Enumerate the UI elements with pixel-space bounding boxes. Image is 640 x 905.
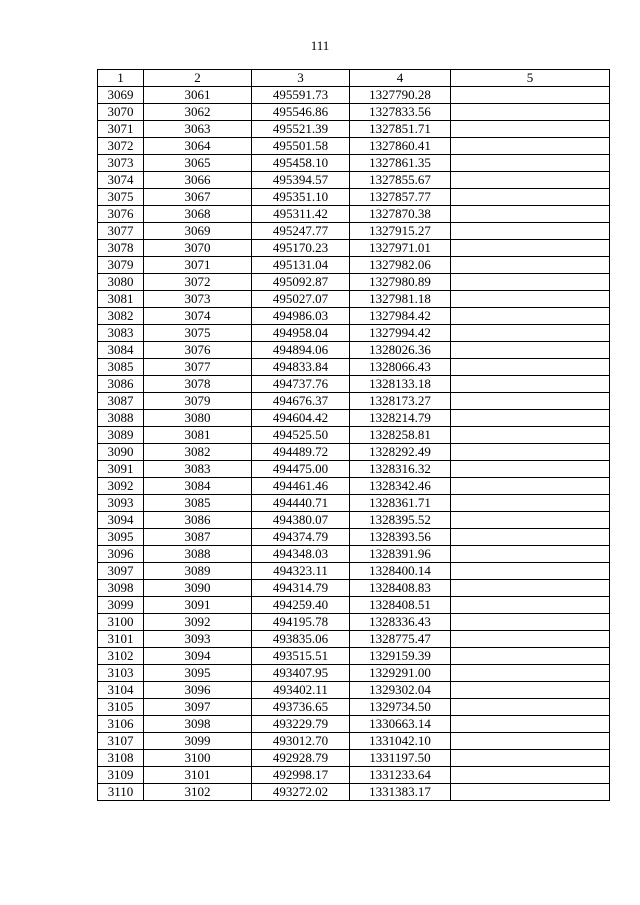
table-row	[98, 784, 610, 801]
ref-number-cell: 3101	[144, 767, 252, 784]
ref-number-cell: 3096	[144, 682, 252, 699]
y-coordinate-cell: 1329734.50	[350, 699, 451, 716]
ref-number-cell: 3087	[144, 529, 252, 546]
y-coordinate-cell: 1327860.41	[350, 138, 451, 155]
point-number-cell: 3072	[98, 138, 144, 155]
x-coordinate-cell: 494894.06	[252, 342, 350, 359]
note-cell	[451, 274, 610, 291]
point-number-cell: 3085	[98, 359, 144, 376]
table-header-row	[98, 70, 610, 87]
note-cell	[451, 172, 610, 189]
y-coordinate-cell: 1328336.43	[350, 614, 451, 631]
column-header-1: 1	[98, 70, 144, 87]
x-coordinate-cell: 494525.50	[252, 427, 350, 444]
point-number-cell: 3095	[98, 529, 144, 546]
note-cell	[451, 784, 610, 801]
point-number-cell: 3078	[98, 240, 144, 257]
ref-number-cell: 3094	[144, 648, 252, 665]
ref-number-cell: 3091	[144, 597, 252, 614]
note-cell	[451, 631, 610, 648]
table-row	[98, 189, 610, 206]
table-row	[98, 716, 610, 733]
point-number-cell: 3082	[98, 308, 144, 325]
note-cell	[451, 512, 610, 529]
point-number-cell: 3101	[98, 631, 144, 648]
x-coordinate-cell: 495092.87	[252, 274, 350, 291]
x-coordinate-cell: 494676.37	[252, 393, 350, 410]
note-cell	[451, 427, 610, 444]
column-header-3: 3	[252, 70, 350, 87]
ref-number-cell: 3085	[144, 495, 252, 512]
x-coordinate-cell: 495131.04	[252, 257, 350, 274]
ref-number-cell: 3065	[144, 155, 252, 172]
ref-number-cell: 3061	[144, 87, 252, 104]
table-row	[98, 750, 610, 767]
ref-number-cell: 3071	[144, 257, 252, 274]
y-coordinate-cell: 1328133.18	[350, 376, 451, 393]
table-row	[98, 682, 610, 699]
point-number-cell: 3086	[98, 376, 144, 393]
note-cell	[451, 104, 610, 121]
y-coordinate-cell: 1327857.77	[350, 189, 451, 206]
y-coordinate-cell: 1329291.00	[350, 665, 451, 682]
note-cell	[451, 342, 610, 359]
table-row	[98, 393, 610, 410]
ref-number-cell: 3090	[144, 580, 252, 597]
y-coordinate-cell: 1327790.28	[350, 87, 451, 104]
note-cell	[451, 376, 610, 393]
note-cell	[451, 291, 610, 308]
x-coordinate-cell: 494314.79	[252, 580, 350, 597]
point-number-cell: 3097	[98, 563, 144, 580]
table-row	[98, 733, 610, 750]
point-number-cell: 3108	[98, 750, 144, 767]
ref-number-cell: 3099	[144, 733, 252, 750]
ref-number-cell: 3076	[144, 342, 252, 359]
x-coordinate-cell: 494833.84	[252, 359, 350, 376]
y-coordinate-cell: 1327980.89	[350, 274, 451, 291]
y-coordinate-cell: 1328775.47	[350, 631, 451, 648]
point-number-cell: 3106	[98, 716, 144, 733]
y-coordinate-cell: 1328391.96	[350, 546, 451, 563]
table-row	[98, 138, 610, 155]
note-cell	[451, 563, 610, 580]
ref-number-cell: 3092	[144, 614, 252, 631]
y-coordinate-cell: 1328214.79	[350, 410, 451, 427]
ref-number-cell: 3064	[144, 138, 252, 155]
column-header-4: 4	[350, 70, 451, 87]
note-cell	[451, 699, 610, 716]
ref-number-cell: 3063	[144, 121, 252, 138]
note-cell	[451, 87, 610, 104]
ref-number-cell: 3083	[144, 461, 252, 478]
x-coordinate-cell: 494737.76	[252, 376, 350, 393]
y-coordinate-cell: 1327861.35	[350, 155, 451, 172]
ref-number-cell: 3082	[144, 444, 252, 461]
point-number-cell: 3102	[98, 648, 144, 665]
y-coordinate-cell: 1327851.71	[350, 121, 451, 138]
point-number-cell: 3107	[98, 733, 144, 750]
table-row	[98, 699, 610, 716]
note-cell	[451, 461, 610, 478]
note-cell	[451, 189, 610, 206]
point-number-cell: 3070	[98, 104, 144, 121]
x-coordinate-cell: 495521.39	[252, 121, 350, 138]
column-header-5: 5	[451, 70, 610, 87]
point-number-cell: 3096	[98, 546, 144, 563]
x-coordinate-cell: 495394.57	[252, 172, 350, 189]
y-coordinate-cell: 1327994.42	[350, 325, 451, 342]
point-number-cell: 3080	[98, 274, 144, 291]
table-body	[98, 87, 610, 801]
table-row	[98, 274, 610, 291]
point-number-cell: 3075	[98, 189, 144, 206]
note-cell	[451, 223, 610, 240]
table-row	[98, 376, 610, 393]
ref-number-cell: 3084	[144, 478, 252, 495]
note-cell	[451, 682, 610, 699]
point-number-cell: 3071	[98, 121, 144, 138]
x-coordinate-cell: 494259.40	[252, 597, 350, 614]
y-coordinate-cell: 1327982.06	[350, 257, 451, 274]
table-row	[98, 257, 610, 274]
coordinates-table	[97, 69, 610, 801]
ref-number-cell: 3070	[144, 240, 252, 257]
point-number-cell: 3079	[98, 257, 144, 274]
table-row	[98, 342, 610, 359]
ref-number-cell: 3095	[144, 665, 252, 682]
x-coordinate-cell: 495458.10	[252, 155, 350, 172]
note-cell	[451, 325, 610, 342]
table-row	[98, 155, 610, 172]
point-number-cell: 3099	[98, 597, 144, 614]
point-number-cell: 3109	[98, 767, 144, 784]
ref-number-cell: 3068	[144, 206, 252, 223]
note-cell	[451, 716, 610, 733]
note-cell	[451, 478, 610, 495]
ref-number-cell: 3073	[144, 291, 252, 308]
point-number-cell: 3076	[98, 206, 144, 223]
y-coordinate-cell: 1331233.64	[350, 767, 451, 784]
table-row	[98, 87, 610, 104]
point-number-cell: 3083	[98, 325, 144, 342]
point-number-cell: 3088	[98, 410, 144, 427]
x-coordinate-cell: 493736.65	[252, 699, 350, 716]
y-coordinate-cell: 1331197.50	[350, 750, 451, 767]
table-row	[98, 240, 610, 257]
y-coordinate-cell: 1328408.83	[350, 580, 451, 597]
table-row	[98, 104, 610, 121]
point-number-cell: 3090	[98, 444, 144, 461]
note-cell	[451, 580, 610, 597]
table-row	[98, 444, 610, 461]
x-coordinate-cell: 495311.42	[252, 206, 350, 223]
ref-number-cell: 3086	[144, 512, 252, 529]
point-number-cell: 3091	[98, 461, 144, 478]
point-number-cell: 3103	[98, 665, 144, 682]
note-cell	[451, 393, 610, 410]
table-row	[98, 580, 610, 597]
note-cell	[451, 597, 610, 614]
table-row	[98, 461, 610, 478]
y-coordinate-cell: 1328361.71	[350, 495, 451, 512]
note-cell	[451, 257, 610, 274]
x-coordinate-cell: 495170.23	[252, 240, 350, 257]
note-cell	[451, 138, 610, 155]
point-number-cell: 3077	[98, 223, 144, 240]
table-row	[98, 546, 610, 563]
table-row	[98, 223, 610, 240]
y-coordinate-cell: 1327855.67	[350, 172, 451, 189]
note-cell	[451, 767, 610, 784]
point-number-cell: 3100	[98, 614, 144, 631]
table-row	[98, 410, 610, 427]
note-cell	[451, 648, 610, 665]
ref-number-cell: 3077	[144, 359, 252, 376]
point-number-cell: 3074	[98, 172, 144, 189]
x-coordinate-cell: 494461.46	[252, 478, 350, 495]
y-coordinate-cell: 1328400.14	[350, 563, 451, 580]
table-row	[98, 359, 610, 376]
ref-number-cell: 3062	[144, 104, 252, 121]
table-row	[98, 631, 610, 648]
y-coordinate-cell: 1328342.46	[350, 478, 451, 495]
point-number-cell: 3093	[98, 495, 144, 512]
y-coordinate-cell: 1327984.42	[350, 308, 451, 325]
note-cell	[451, 155, 610, 172]
y-coordinate-cell: 1328173.27	[350, 393, 451, 410]
ref-number-cell: 3097	[144, 699, 252, 716]
y-coordinate-cell: 1329302.04	[350, 682, 451, 699]
x-coordinate-cell: 493407.95	[252, 665, 350, 682]
note-cell	[451, 359, 610, 376]
note-cell	[451, 206, 610, 223]
y-coordinate-cell: 1328258.81	[350, 427, 451, 444]
point-number-cell: 3092	[98, 478, 144, 495]
y-coordinate-cell: 1328292.49	[350, 444, 451, 461]
ref-number-cell: 3102	[144, 784, 252, 801]
y-coordinate-cell: 1327915.27	[350, 223, 451, 240]
table-row	[98, 478, 610, 495]
point-number-cell: 3081	[98, 291, 144, 308]
point-number-cell: 3098	[98, 580, 144, 597]
point-number-cell: 3105	[98, 699, 144, 716]
y-coordinate-cell: 1327870.38	[350, 206, 451, 223]
x-coordinate-cell: 494195.78	[252, 614, 350, 631]
point-number-cell: 3110	[98, 784, 144, 801]
point-number-cell: 3069	[98, 87, 144, 104]
ref-number-cell: 3089	[144, 563, 252, 580]
ref-number-cell: 3075	[144, 325, 252, 342]
ref-number-cell: 3078	[144, 376, 252, 393]
ref-number-cell: 3080	[144, 410, 252, 427]
note-cell	[451, 308, 610, 325]
x-coordinate-cell: 494475.00	[252, 461, 350, 478]
y-coordinate-cell: 1331042.10	[350, 733, 451, 750]
table-row	[98, 206, 610, 223]
note-cell	[451, 614, 610, 631]
x-coordinate-cell: 494958.04	[252, 325, 350, 342]
table-row	[98, 325, 610, 342]
table-row	[98, 172, 610, 189]
y-coordinate-cell: 1328395.52	[350, 512, 451, 529]
note-cell	[451, 240, 610, 257]
ref-number-cell: 3066	[144, 172, 252, 189]
y-coordinate-cell: 1328316.32	[350, 461, 451, 478]
y-coordinate-cell: 1328408.51	[350, 597, 451, 614]
column-header-2: 2	[144, 70, 252, 87]
table-row	[98, 529, 610, 546]
x-coordinate-cell: 493835.06	[252, 631, 350, 648]
note-cell	[451, 410, 610, 427]
y-coordinate-cell: 1331383.17	[350, 784, 451, 801]
table-row	[98, 495, 610, 512]
table-row	[98, 597, 610, 614]
ref-number-cell: 3093	[144, 631, 252, 648]
table-row	[98, 427, 610, 444]
x-coordinate-cell: 492998.17	[252, 767, 350, 784]
point-number-cell: 3094	[98, 512, 144, 529]
x-coordinate-cell: 495351.10	[252, 189, 350, 206]
table-row	[98, 563, 610, 580]
x-coordinate-cell: 494348.03	[252, 546, 350, 563]
note-cell	[451, 529, 610, 546]
table-row	[98, 614, 610, 631]
ref-number-cell: 3072	[144, 274, 252, 291]
table-row	[98, 767, 610, 784]
x-coordinate-cell: 495027.07	[252, 291, 350, 308]
point-number-cell: 3104	[98, 682, 144, 699]
y-coordinate-cell: 1328393.56	[350, 529, 451, 546]
y-coordinate-cell: 1327971.01	[350, 240, 451, 257]
x-coordinate-cell: 493229.79	[252, 716, 350, 733]
point-number-cell: 3084	[98, 342, 144, 359]
note-cell	[451, 495, 610, 512]
page-number: 111	[310, 38, 330, 53]
x-coordinate-cell: 494604.42	[252, 410, 350, 427]
y-coordinate-cell: 1330663.14	[350, 716, 451, 733]
x-coordinate-cell: 493515.51	[252, 648, 350, 665]
table-row	[98, 665, 610, 682]
y-coordinate-cell: 1328066.43	[350, 359, 451, 376]
ref-number-cell: 3088	[144, 546, 252, 563]
note-cell	[451, 444, 610, 461]
x-coordinate-cell: 494440.71	[252, 495, 350, 512]
ref-number-cell: 3100	[144, 750, 252, 767]
note-cell	[451, 750, 610, 767]
x-coordinate-cell: 495247.77	[252, 223, 350, 240]
x-coordinate-cell: 495546.86	[252, 104, 350, 121]
ref-number-cell: 3067	[144, 189, 252, 206]
x-coordinate-cell: 494489.72	[252, 444, 350, 461]
y-coordinate-cell: 1328026.36	[350, 342, 451, 359]
ref-number-cell: 3081	[144, 427, 252, 444]
point-number-cell: 3089	[98, 427, 144, 444]
table-row	[98, 512, 610, 529]
x-coordinate-cell: 494323.11	[252, 563, 350, 580]
table-row	[98, 648, 610, 665]
note-cell	[451, 665, 610, 682]
note-cell	[451, 121, 610, 138]
x-coordinate-cell: 493272.02	[252, 784, 350, 801]
point-number-cell: 3087	[98, 393, 144, 410]
y-coordinate-cell: 1327833.56	[350, 104, 451, 121]
x-coordinate-cell: 493402.11	[252, 682, 350, 699]
x-coordinate-cell: 494986.03	[252, 308, 350, 325]
x-coordinate-cell: 494380.07	[252, 512, 350, 529]
table-row	[98, 291, 610, 308]
x-coordinate-cell: 494374.79	[252, 529, 350, 546]
y-coordinate-cell: 1329159.39	[350, 648, 451, 665]
ref-number-cell: 3069	[144, 223, 252, 240]
x-coordinate-cell: 495501.58	[252, 138, 350, 155]
note-cell	[451, 733, 610, 750]
table-row	[98, 121, 610, 138]
x-coordinate-cell: 495591.73	[252, 87, 350, 104]
y-coordinate-cell: 1327981.18	[350, 291, 451, 308]
ref-number-cell: 3079	[144, 393, 252, 410]
point-number-cell: 3073	[98, 155, 144, 172]
x-coordinate-cell: 492928.79	[252, 750, 350, 767]
ref-number-cell: 3074	[144, 308, 252, 325]
x-coordinate-cell: 493012.70	[252, 733, 350, 750]
ref-number-cell: 3098	[144, 716, 252, 733]
table-row	[98, 308, 610, 325]
note-cell	[451, 546, 610, 563]
